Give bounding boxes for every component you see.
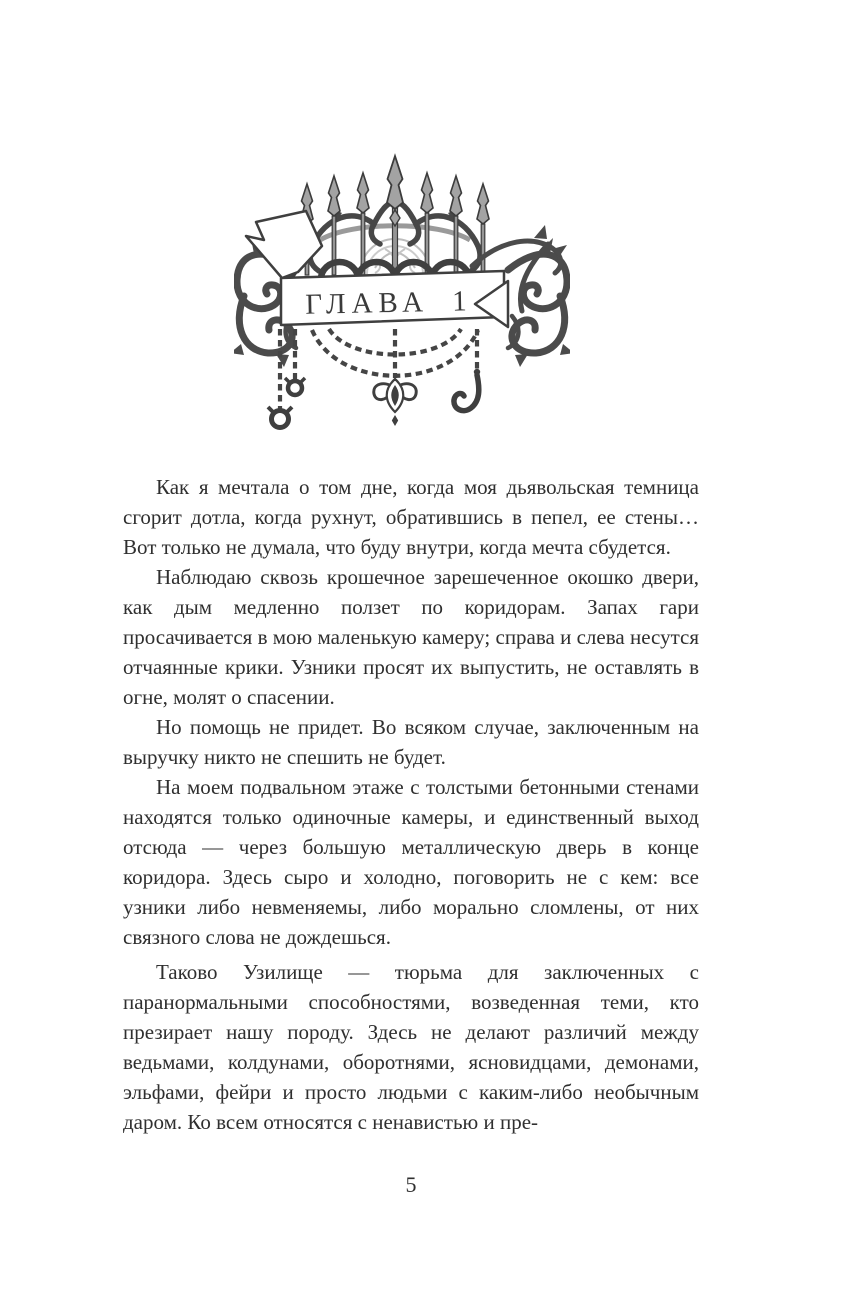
ring-icon (285, 378, 305, 395)
body-text (123, 472, 699, 1137)
paragraph-1: Как я мечтала о том дне, когда моя дьявольская темница сгорит дотла, когда рухнут, обратившись в пепел, ее стены… Вот только не думала, что буду внутри, когда мечта сбудется. (123, 475, 699, 559)
paragraph-5: Таково Узилище — тюрьма для заключенных с паранормальными способностями, возведенная теми, кто презирает нашу породу. Здесь не делают различий между ведьмами, колдунами, оборотнями, ясновидцами, демонами, эльфами, фейри и просто людьми с каким-либо необычным даром. Ко всем относятся с ненавистью и пре- (123, 960, 699, 1134)
chapter-ornament (234, 148, 570, 440)
pendant-icon (374, 379, 416, 426)
paragraph-2: Наблюдаю сквозь крошечное зарешеченное окошко двери, как дым медленно ползет по коридорам. Запах гари просачивается в мою маленькую камеру; справа и слева несутся отчаянные крики. Узники просят их выпустить, не оставлять в огне, молят о спасении. (123, 565, 699, 709)
page-number: 5 (405, 1172, 417, 1197)
paragraph-4: На моем подвальном этаже с толстыми бетонными стенами находятся только одиночные камеры, и единственный выход отсюда — через большую металлическую дверь в конце коридора. Здесь сыро и холодно, поговорить не с кем: все узники либо невменяемы, либо морально сломлены, от них связного слова не дождешься. (123, 775, 699, 949)
fence-spears (301, 156, 489, 275)
chapter-title: ГЛАВА 1 (304, 285, 474, 321)
paragraph-3: Но помощь не придет. Во всяком случае, заключенным на выручку никто не спешить не будет. (123, 715, 699, 769)
chains (280, 329, 478, 410)
hook-icon (454, 369, 480, 411)
shackle-icon (268, 407, 292, 428)
gothic-gate-ornament-graphic (234, 148, 570, 440)
